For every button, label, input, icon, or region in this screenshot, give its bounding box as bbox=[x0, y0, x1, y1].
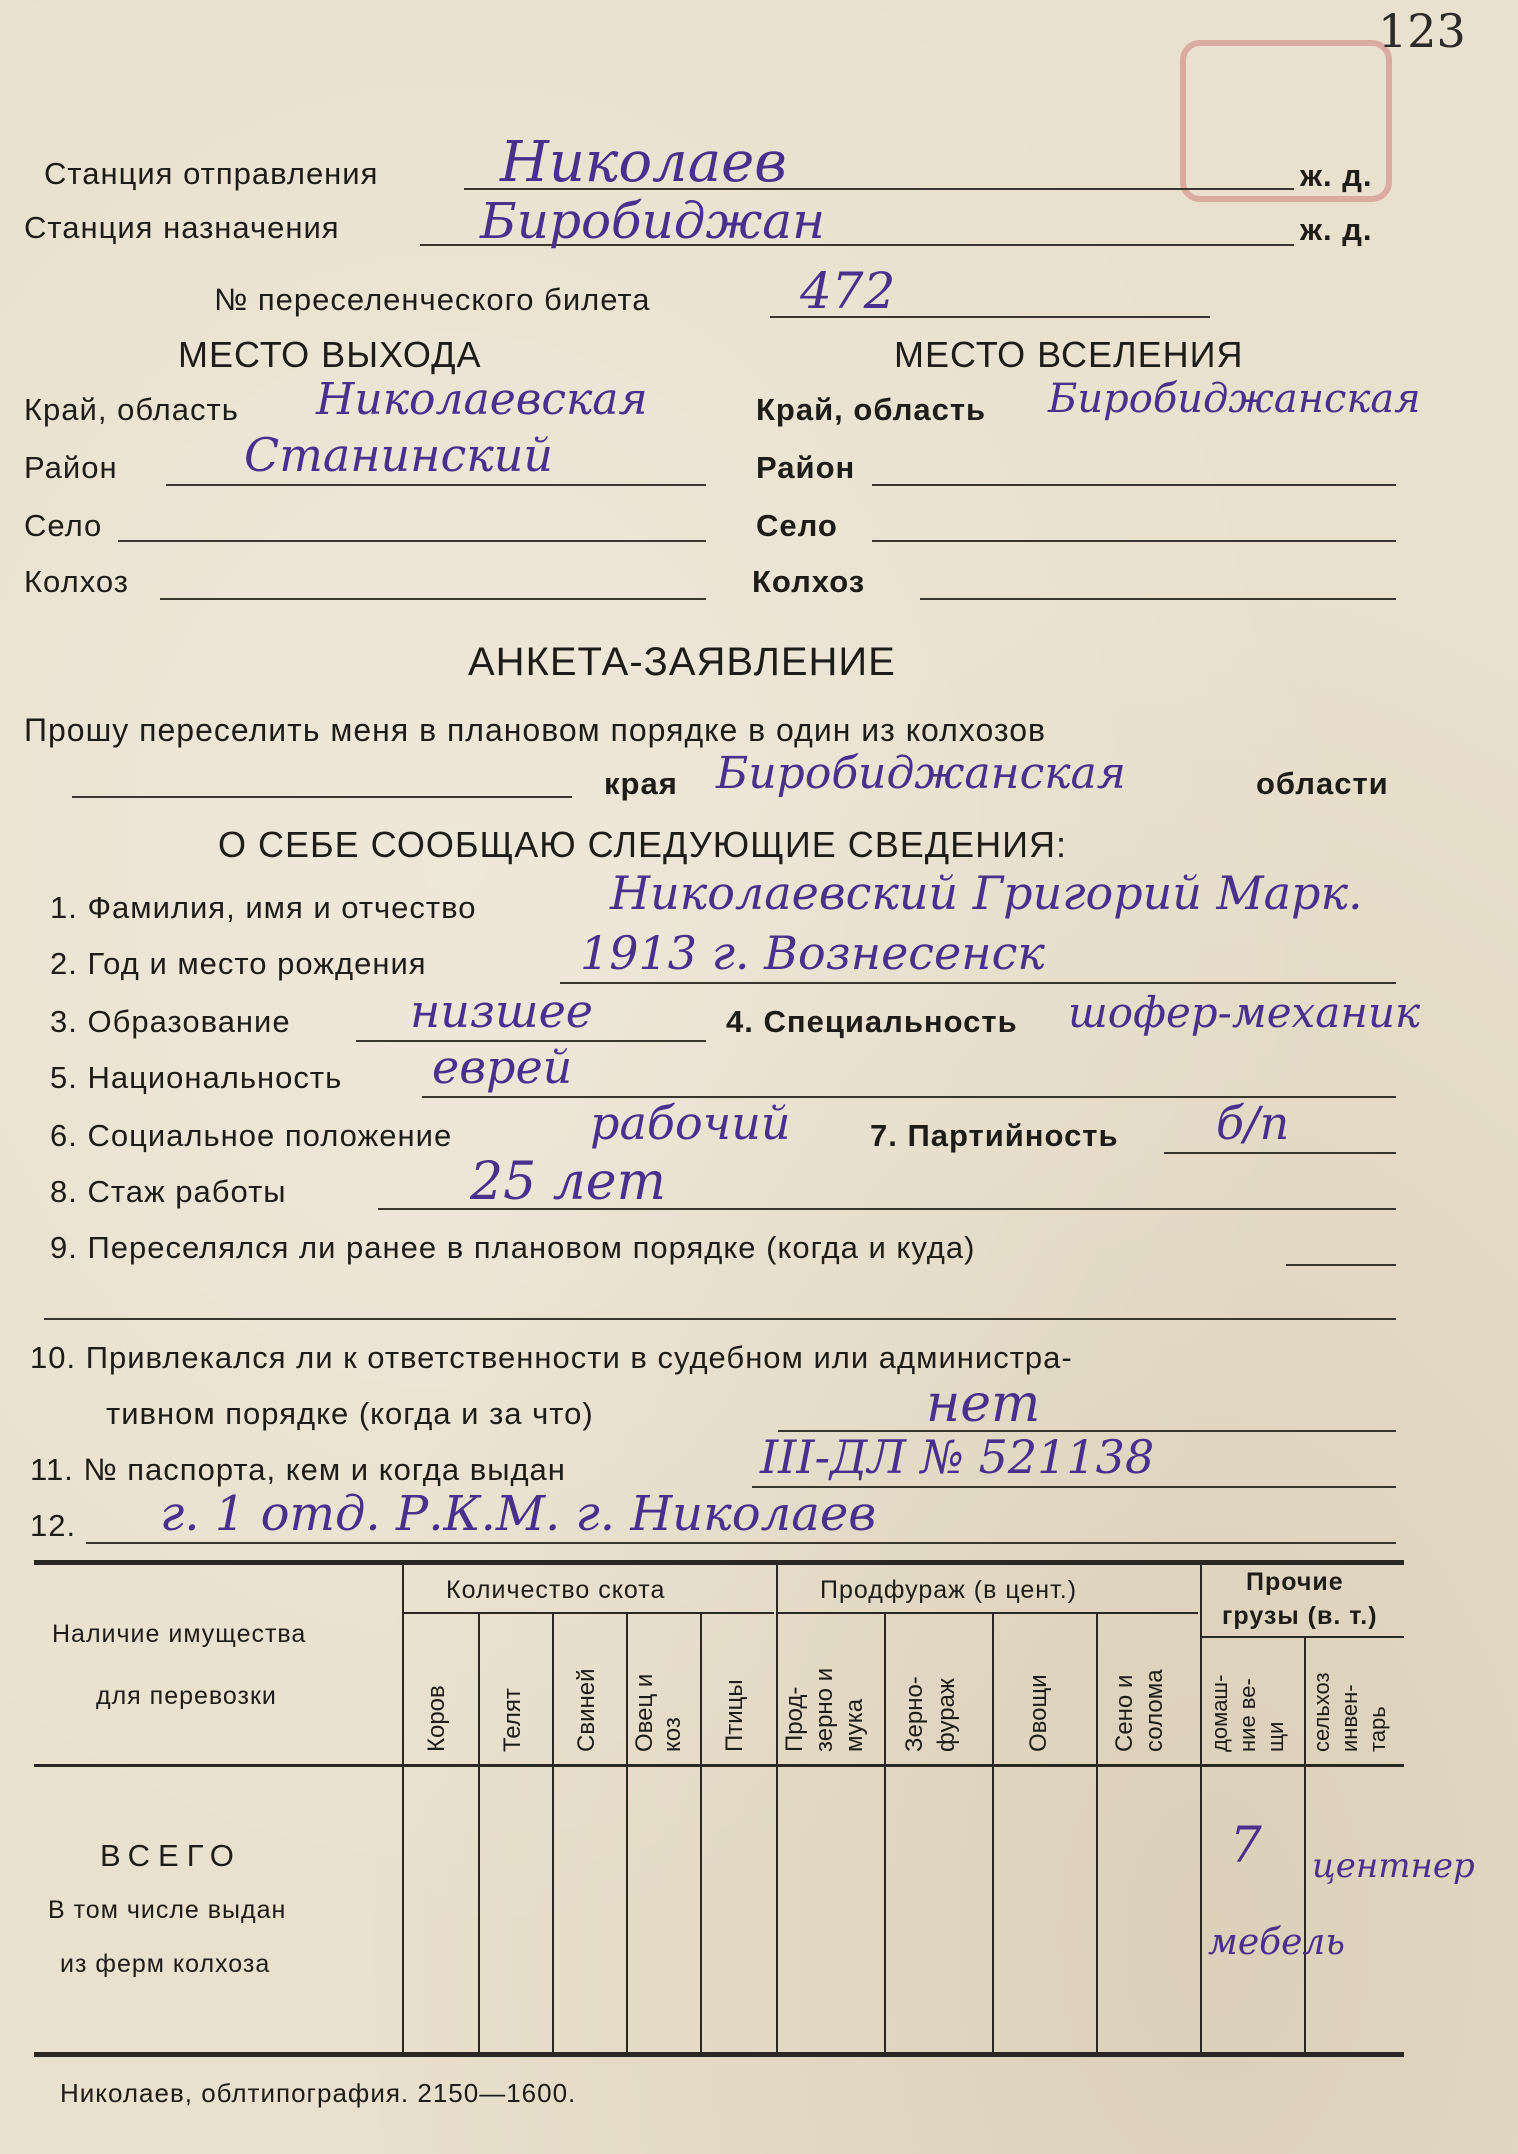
field-2-line bbox=[560, 982, 1396, 984]
request-kray-line bbox=[72, 796, 572, 798]
form-title: АНКЕТА-ЗАЯВЛЕНИЕ bbox=[468, 640, 896, 684]
settlement-region-label: Край, область bbox=[756, 392, 987, 427]
field-9-line bbox=[1286, 1264, 1396, 1266]
request-oblast: области bbox=[1256, 766, 1389, 801]
col-pigs: Свиней bbox=[573, 1668, 600, 1752]
page-number: 123 bbox=[1378, 4, 1466, 58]
destination-rail: ж. д. bbox=[1300, 212, 1373, 247]
field-3-value: низшее bbox=[410, 984, 594, 1038]
field-1-value: Николаевский Григорий Марк. bbox=[610, 866, 1363, 920]
col-calves: Телят bbox=[499, 1688, 526, 1752]
fodder-rule bbox=[776, 1612, 1198, 1614]
group-other-1: Прочие bbox=[1246, 1568, 1344, 1596]
group-livestock: Количество скота bbox=[446, 1576, 666, 1604]
col-divider bbox=[552, 1614, 554, 2054]
col-divider bbox=[700, 1614, 702, 2054]
departure-rail: ж. д. bbox=[1300, 158, 1373, 193]
origin-district-label: Район bbox=[24, 450, 118, 485]
ticket-value: 472 bbox=[800, 262, 896, 320]
col-divider bbox=[992, 1614, 994, 2054]
settlement-district-line bbox=[872, 484, 1396, 486]
field-6-value: рабочий bbox=[590, 1096, 791, 1150]
col-farm-2: инвен- bbox=[1337, 1684, 1362, 1752]
request-oblast-value: Биробиджанская bbox=[716, 748, 1126, 799]
col-grain-3: мука bbox=[841, 1698, 868, 1752]
origin-district-line bbox=[166, 484, 706, 486]
settlement-heading: МЕСТО ВСЕЛЕНИЯ bbox=[894, 334, 1244, 375]
col-farm-3: тарь bbox=[1365, 1706, 1390, 1752]
field-4-value: шофер-механик bbox=[1068, 988, 1421, 1037]
household-value-1: 7 bbox=[1230, 1816, 1262, 1874]
field-11-value: III-ДЛ № 521138 bbox=[760, 1430, 1155, 1484]
field-7-line bbox=[1164, 1152, 1396, 1154]
col-household-3: щи bbox=[1263, 1721, 1288, 1752]
field-12-label: 12. bbox=[30, 1508, 77, 1543]
col-feedgrain-1: Зерно- bbox=[901, 1676, 928, 1752]
origin-village-label: Село bbox=[24, 508, 103, 543]
settlement-region-value: Биробиджанская bbox=[1048, 376, 1421, 422]
settlement-kolkhoz-line bbox=[920, 598, 1396, 600]
origin-village-line bbox=[118, 540, 706, 542]
field-5-label: 5. Национальность bbox=[50, 1060, 343, 1095]
row-header-2: для перевозки bbox=[96, 1682, 277, 1710]
destination-value: Биробиджан bbox=[480, 192, 826, 250]
included-label-2: из ферм колхоза bbox=[60, 1950, 271, 1978]
col-divider bbox=[1304, 1638, 1306, 2054]
table-bottom-rule bbox=[34, 2052, 1404, 2057]
household-value-2: центнер bbox=[1312, 1846, 1475, 1886]
request-kray: края bbox=[604, 766, 678, 801]
settlement-district-label: Район bbox=[756, 450, 856, 485]
row-header-1: Наличие имущества bbox=[52, 1620, 307, 1648]
field-10-label-1: 10. Привлекался ли к ответственности в судебном или администра- bbox=[30, 1340, 1073, 1375]
settlement-kolkhoz-label: Колхоз bbox=[752, 564, 866, 599]
field-12-line bbox=[86, 1542, 1396, 1544]
request-line: Прошу переселить меня в плановом порядке в один из колхозов bbox=[24, 712, 1046, 748]
field-8-value: 25 лет bbox=[470, 1152, 666, 1212]
col-divider bbox=[1200, 1562, 1202, 2054]
col-sheep-2: коз bbox=[659, 1717, 686, 1752]
field-5-value: еврей bbox=[432, 1040, 573, 1094]
col-divider bbox=[1096, 1614, 1098, 2054]
field-1-label: 1. Фамилия, имя и отчество bbox=[50, 890, 477, 925]
table-header-rule bbox=[34, 1764, 1404, 1767]
field-3-label: 3. Образование bbox=[50, 1004, 291, 1039]
field-10-value: нет bbox=[926, 1374, 1041, 1434]
included-label-1: В том числе выдан bbox=[48, 1896, 287, 1924]
field-9-label: 9. Переселялся ли ранее в плановом порядке (когда и куда) bbox=[50, 1230, 976, 1265]
origin-heading: МЕСТО ВЫХОДА bbox=[178, 334, 482, 375]
table-top-rule bbox=[34, 1560, 1404, 1565]
settlement-village-label: Село bbox=[756, 508, 838, 543]
col-divider bbox=[776, 1562, 778, 2054]
col-household-1: домаш- bbox=[1207, 1674, 1232, 1752]
col-grain-2: зерно и bbox=[811, 1667, 838, 1752]
field-7-value: б/п bbox=[1216, 1096, 1290, 1150]
field-2-label: 2. Год и место рождения bbox=[50, 946, 427, 981]
household-value-3: мебель bbox=[1208, 1922, 1345, 1963]
destination-label: Станция назначения bbox=[24, 210, 340, 245]
origin-region-value: Николаевская bbox=[316, 374, 648, 425]
origin-district-value: Станинский bbox=[244, 428, 553, 482]
field-12-value: г. 1 отд. Р.К.М. г. Николаев bbox=[160, 1486, 877, 1542]
col-divider bbox=[478, 1614, 480, 2054]
field-2-value: 1913 г. Вознесенск bbox=[580, 926, 1045, 980]
col-farm-1: сельхоз bbox=[1309, 1672, 1334, 1752]
col-grain-1: Прод- bbox=[781, 1686, 808, 1752]
ticket-label: № переселенческого билета bbox=[214, 282, 651, 317]
field-7-label: 7. Партийность bbox=[870, 1118, 1119, 1153]
field-8-label: 8. Стаж работы bbox=[50, 1174, 287, 1209]
about-heading: О СЕБЕ СООБЩАЮ СЛЕДУЮЩИЕ СВЕДЕНИЯ: bbox=[218, 824, 1068, 865]
col-hay-2: солома bbox=[1141, 1669, 1168, 1752]
field-6-label: 6. Социальное положение bbox=[50, 1118, 453, 1153]
group-other-2: грузы (в. т.) bbox=[1222, 1602, 1378, 1630]
col-poultry: Птицы bbox=[721, 1679, 748, 1752]
col-sheep-1: Овец и bbox=[631, 1673, 658, 1752]
field-11-label: 11. № паспорта, кем и когда выдан bbox=[30, 1452, 566, 1487]
settlement-village-line bbox=[872, 540, 1396, 542]
total-label: ВСЕГО bbox=[100, 1838, 242, 1873]
col-feedgrain-2: фураж bbox=[933, 1678, 960, 1752]
departure-label: Станция отправления bbox=[44, 156, 379, 191]
field-9-line-2 bbox=[44, 1318, 1396, 1320]
livestock-rule bbox=[402, 1612, 774, 1614]
col-divider bbox=[402, 1562, 404, 2054]
col-household-2: ние ве- bbox=[1235, 1678, 1260, 1752]
origin-kolkhoz-label: Колхоз bbox=[24, 564, 129, 599]
field-10-label-2: тивном порядке (когда и за что) bbox=[106, 1396, 594, 1431]
printer-imprint: Николаев, облтипография. 2150—1600. bbox=[60, 2078, 577, 2108]
col-cows: Коров bbox=[423, 1685, 450, 1752]
col-vegetables: Овощи bbox=[1025, 1674, 1052, 1752]
col-hay-1: Сено и bbox=[1111, 1674, 1138, 1752]
origin-region-label: Край, область bbox=[24, 392, 239, 427]
group-fodder: Продфураж (в цент.) bbox=[820, 1576, 1078, 1604]
origin-kolkhoz-line bbox=[160, 598, 706, 600]
col-divider bbox=[884, 1614, 886, 2054]
departure-value: Николаев bbox=[500, 130, 787, 195]
other-rule bbox=[1200, 1636, 1404, 1638]
field-4-label: 4. Специальность bbox=[726, 1004, 1018, 1039]
col-divider bbox=[626, 1614, 628, 2054]
